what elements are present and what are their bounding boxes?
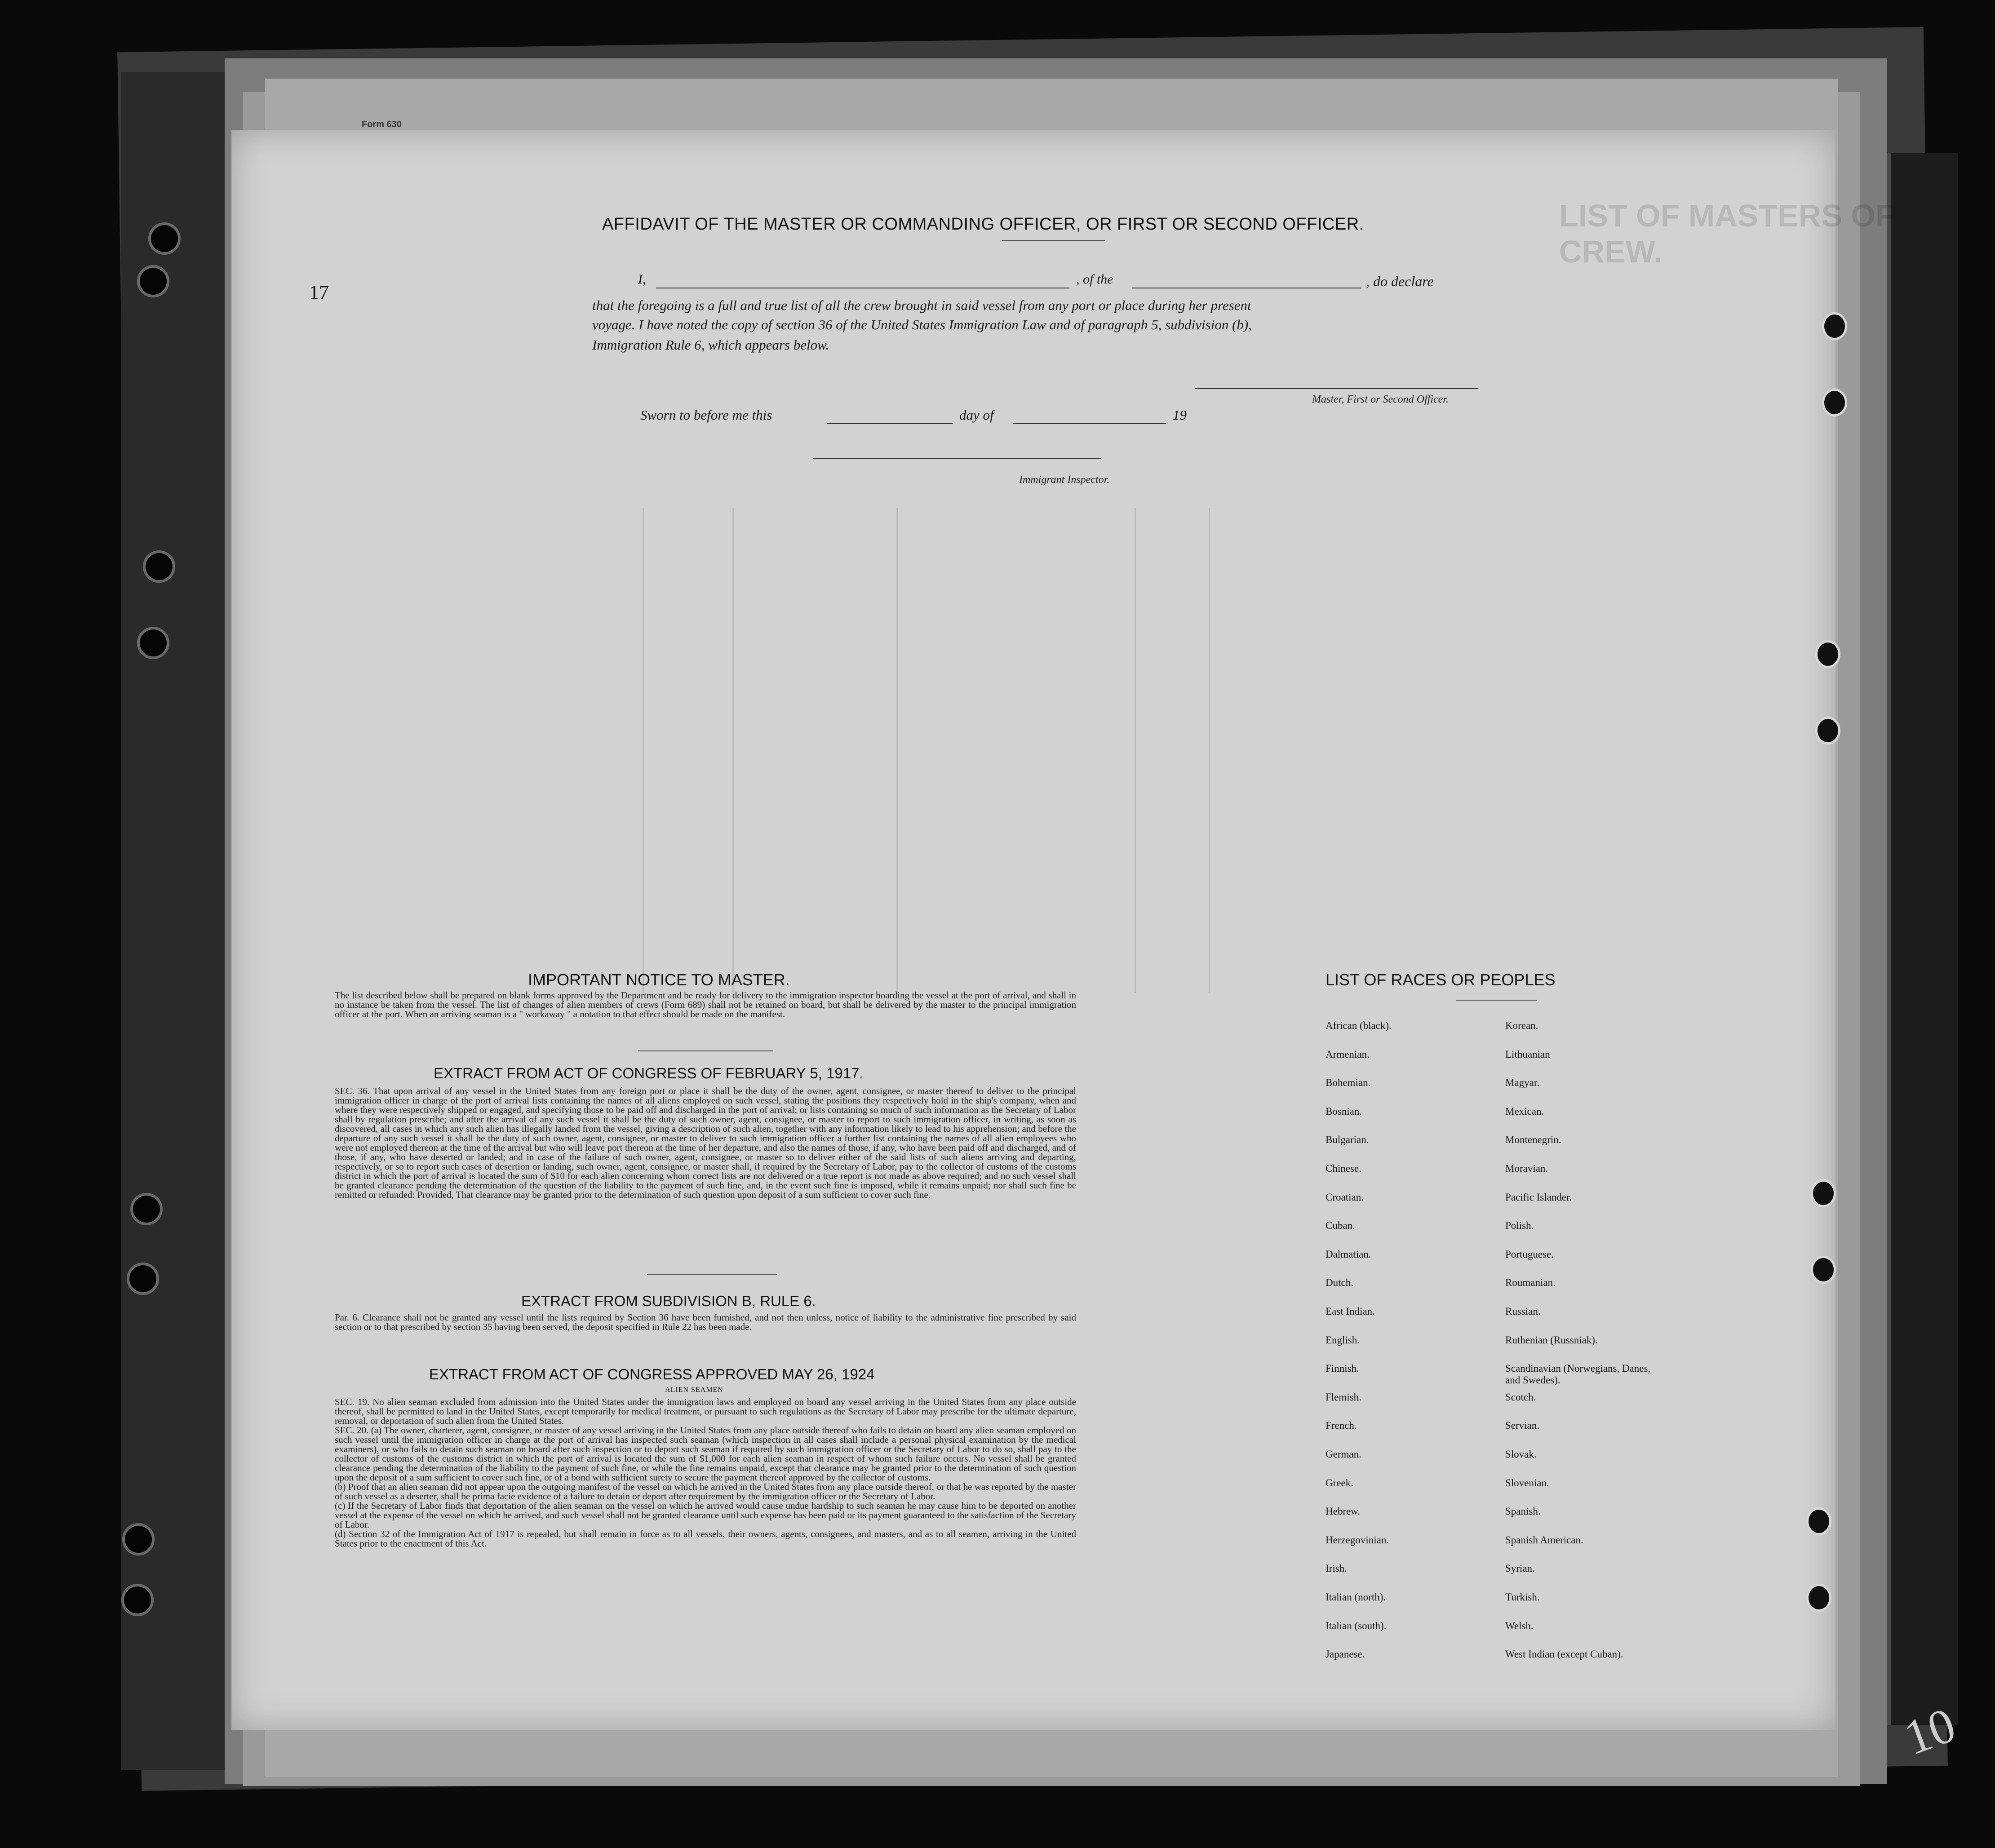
punch-hole bbox=[1806, 1584, 1831, 1612]
race-item: Croatian. bbox=[1326, 1191, 1364, 1203]
binder-hole bbox=[137, 627, 169, 659]
punch-hole bbox=[1806, 1507, 1831, 1535]
section-20b-text: (b) Proof that an alien seaman did not appear upon the outgoing manifest of the vessel on which he arrived in the United States from any place outside thereof, or that he was reported by the master of such vessel as a deserter, shall be prima facie evidence of a failure to detain or deport after requirement by the immigration officer or the Secretary of Labor. bbox=[335, 1481, 1076, 1502]
inspector-signature-line bbox=[813, 458, 1101, 459]
race-item: Korean. bbox=[1505, 1020, 1538, 1031]
race-item: Spanish. bbox=[1505, 1506, 1541, 1517]
race-item: Bulgarian. bbox=[1326, 1134, 1369, 1146]
affidavit-text-line: voyage. I have noted the copy of section 36 of the United States Immigration Law and of paragraph 5, subdivision (b), bbox=[592, 317, 1252, 332]
race-item: Irish. bbox=[1326, 1563, 1347, 1574]
ghost-text: LIST OF MASTERS OF CREW. bbox=[1559, 198, 1895, 269]
extract-1924-title: EXTRACT FROM ACT OF CONGRESS APPROVED MAY 26, 1924 bbox=[429, 1366, 875, 1383]
sworn-label: Sworn to before me this bbox=[640, 407, 772, 423]
race-item: Cuban. bbox=[1326, 1220, 1355, 1232]
race-item: Syrian. bbox=[1505, 1563, 1535, 1574]
race-item: Bosnian. bbox=[1326, 1105, 1362, 1117]
binder-hole bbox=[137, 265, 169, 297]
form-number: Form 630 bbox=[362, 120, 402, 129]
ghost-column-line bbox=[732, 508, 734, 993]
affidavit-text-line: Immigration Rule 6, which appears below. bbox=[592, 337, 829, 353]
race-item: Italian (north). bbox=[1326, 1591, 1386, 1603]
race-item: English. bbox=[1326, 1334, 1360, 1346]
divider bbox=[638, 1050, 773, 1051]
binder-hole bbox=[122, 1523, 155, 1556]
affidavit-title: AFFIDAVIT OF THE MASTER OR COMMANDING OFFICER, OR FIRST OR SECOND OFFICER. bbox=[602, 215, 1364, 234]
race-item: Portuguese. bbox=[1505, 1248, 1554, 1260]
extract-1917-title: EXTRACT FROM ACT OF CONGRESS OF FEBRUARY 5, 1917. bbox=[434, 1065, 864, 1081]
sworn-month-blank bbox=[1013, 423, 1166, 424]
race-item: Slovak. bbox=[1505, 1449, 1537, 1460]
inspector-label: Immigrant Inspector. bbox=[1019, 474, 1110, 486]
act-1924-text bbox=[335, 1397, 1076, 1548]
binder-hole bbox=[148, 222, 181, 255]
year-label: 19 bbox=[1173, 407, 1187, 423]
race-item: Mexican. bbox=[1505, 1105, 1544, 1117]
race-item: West Indian (except Cuban). bbox=[1505, 1649, 1623, 1660]
race-item: Dalmatian. bbox=[1326, 1248, 1371, 1260]
punch-hole bbox=[1811, 1256, 1836, 1284]
punch-hole bbox=[1811, 1179, 1836, 1207]
punch-hole bbox=[1822, 312, 1847, 340]
race-item: Flemish. bbox=[1326, 1391, 1361, 1403]
section-20c-text: (c) If the Secretary of Labor finds that deportation of the alien seaman on the vessel on which he arrived would cause undue hardship to such seaman he may cause him to be deported on another vessel at the expense of the vessel on which he arrived, and such vessel shall not be granted clearance until such expense has been paid or its payment guaranteed to the satisfaction of the Secretary of Labor. bbox=[335, 1500, 1076, 1530]
divider bbox=[647, 1274, 777, 1275]
race-item: German. bbox=[1326, 1449, 1361, 1460]
ghost-column-line bbox=[643, 508, 644, 993]
race-item: African (black). bbox=[1326, 1020, 1392, 1031]
affidavit-text-line: that the foregoing is a full and true list of all the crew brought in said vessel from any port or place during her present bbox=[592, 297, 1251, 313]
binder-hole bbox=[121, 1584, 154, 1616]
race-item: Roumanian. bbox=[1505, 1277, 1556, 1289]
race-item: Servian. bbox=[1505, 1420, 1540, 1431]
alien-seamen-subtitle: ALIEN SEAMEN bbox=[665, 1386, 723, 1394]
race-item: Lithuanian bbox=[1505, 1048, 1550, 1060]
notice-title: IMPORTANT NOTICE TO MASTER. bbox=[528, 971, 790, 989]
sworn-day-blank bbox=[827, 423, 953, 424]
races-list-title: LIST OF RACES OR PEOPLES bbox=[1326, 971, 1556, 989]
race-item: Slovenian. bbox=[1505, 1477, 1549, 1489]
binder-hole bbox=[130, 1193, 163, 1225]
race-item: French. bbox=[1326, 1420, 1357, 1431]
race-item: Polish. bbox=[1505, 1220, 1534, 1232]
affidavit-of-the: , of the bbox=[1076, 272, 1113, 287]
paragraph-6-text: Par. 6. Clearance shall not be granted any vessel until the lists required by Section 36 have been furnished, and not then unless, notice of liability to the administrative fine prescribed by said section or to that prescribed by section 35 having been served, the deposit specified in Rule 22 has been made. bbox=[335, 1312, 1076, 1332]
section-36-text: SEC. 36. That upon arrival of any vessel in the United States from any foreign port or place it shall be the duty of the owner, agent, consignee, or master thereof to deliver to the principal immigration officer in charge of the port of arrival lists containing the names of all aliens employed on such vessel, stating the positions they respectively hold in the ship's company, when and where they were respectively shipped or engaged, and specifying those to be paid off and discharged in the port of arrival; or lists containing so much of such information as the Secretary of Labor shall by regulation prescribe; and after the arrival of any such vessel it shall be the duty of such owner, agent, consignee, or master to report to such immigration officer, in writing, as soon as discovered, all cases in which any such alien has illegally landed from the vessel, giving a description of such alien, together with any information likely to lead to his apprehension; and before the departure of any such vessel it shall be the duty of such owner, agent, consignee, or master to deliver to such immigration officer a further list containing the names of all alien employees who were not employed thereon at the time of the arrival but who will leave port thereon at the time of her departure, and also the names of those, if any, who have been paid off and discharged, and of those, if any, who have deserted or landed; and in case of the failure of such owner, agent, consignee, or master so to deliver either of the said lists of such aliens arriving and departing, respectively, or so to report such cases of desertion or landing, such owner, agent, consignee, or master shall, if required by the Secretary of Labor, pay to the collector of customs of the customs district in which the port of arrival is located the sum of $10 for each alien concerning whom correct lists are not delivered or a true report is not made as above required; and no such vessel shall be granted clearance pending the determination of the question of the liability to the payment of such fine, and, in the event such fine is imposed, while it remains unpaid; nor shall such fine be remitted or refunded: Provided, That clearance may be granted prior to the determination of such question upon deposit of a sum sufficient to cover such fine. bbox=[335, 1086, 1076, 1200]
ghost-column-line bbox=[896, 508, 898, 993]
affidavit-i: I, bbox=[638, 272, 646, 287]
ghost-column-line bbox=[1135, 508, 1136, 993]
race-item: Italian (south). bbox=[1326, 1620, 1387, 1631]
race-item: Turkish. bbox=[1505, 1591, 1540, 1603]
affidavit-do-declare: , do declare bbox=[1366, 273, 1434, 289]
notice-body: The list described below shall be prepared on blank forms approved by the Department and be ready for delivery to the immigration inspector boarding the vessel at the port of arrival, and shall in no instance be taken from the vessel. The list of changes of alien members of crews (Form 689) shall not be retained on board, but shall be delivered by the master to the principal immigration officer at the port. When an arriving seaman is a " workaway " a notation to that effect should be made on the manifest. bbox=[335, 990, 1076, 1019]
race-item: Magyar. bbox=[1505, 1077, 1540, 1089]
race-item: East Indian. bbox=[1326, 1306, 1375, 1317]
race-item: Chinese. bbox=[1326, 1163, 1361, 1174]
race-item: Spanish American. bbox=[1505, 1534, 1583, 1546]
section-20a-text: SEC. 20. (a) The owner, charterer, agent, consignee, or master of any vessel arriving in the United States from any place outside thereof who fails to detain on board any alien seaman employed on such vessel until the immigration officer in charge at the port of arrival has inspected such seaman (which inspection in all cases shall include a personal physical examination by the medical examiners), or who fails to detain such seaman on board after such inspection or to deport such seaman if required by such immigration officer or the Secretary of Labor to do so, shall pay to the collector of customs of the customs district in which the port of arrival is located the sum of $1,000 for each alien seaman in respect of whom such failure occurs. No vessel shall be granted clearance pending the determination of the liability to the payment of such fine, or while the fine remains unpaid, except that clearance may be granted prior to the determination of such question upon the deposit of a sum sufficient to cover such fine, or of a bond with sufficient surety to secure the payment thereof approved by the collector of customs. bbox=[335, 1425, 1076, 1483]
section-20d-text: (d) Section 32 of the Immigration Act of 1917 is repealed, but shall remain in force as to all vessels, their owners, agents, consignees, and masters, and as to all seamen, arriving in the United States prior to the enactment of this Act. bbox=[335, 1529, 1076, 1549]
race-item: Scandinavian (Norwegians, Danes, and Swedes). bbox=[1505, 1363, 1651, 1386]
race-item: Scotch. bbox=[1505, 1391, 1536, 1403]
ghost-column-line bbox=[1209, 508, 1210, 993]
binder-spine bbox=[121, 72, 241, 1770]
race-item: Armenian. bbox=[1326, 1048, 1370, 1060]
race-item: Herzegovinian. bbox=[1326, 1534, 1389, 1546]
divider bbox=[1456, 1000, 1537, 1001]
race-item: Ruthenian (Russniak). bbox=[1505, 1334, 1598, 1346]
extract-rule-6-title: EXTRACT FROM SUBDIVISION B, RULE 6. bbox=[521, 1293, 816, 1309]
race-item: Dutch. bbox=[1326, 1277, 1353, 1289]
race-item: Japanese. bbox=[1326, 1649, 1365, 1660]
race-item: Welsh. bbox=[1505, 1620, 1534, 1631]
binder-hole bbox=[143, 550, 175, 583]
race-item: Pacific Islander. bbox=[1505, 1191, 1572, 1203]
race-item: Finnish. bbox=[1326, 1363, 1359, 1374]
race-item: Hebrew. bbox=[1326, 1506, 1361, 1517]
race-item: Greek. bbox=[1326, 1477, 1353, 1489]
signature-line bbox=[1195, 388, 1478, 389]
race-item: Bohemian. bbox=[1326, 1077, 1371, 1089]
master-signature-label: Master, First or Second Officer. bbox=[1312, 394, 1449, 405]
race-item: Montenegrin. bbox=[1505, 1134, 1561, 1146]
day-of-label: day of bbox=[959, 407, 994, 423]
handwritten-number: 10 bbox=[1897, 1697, 1963, 1766]
binder-hole bbox=[127, 1263, 159, 1295]
margin-note: 17 bbox=[309, 281, 329, 303]
punch-hole bbox=[1815, 717, 1840, 745]
binder-right-edge bbox=[1887, 153, 1958, 1725]
race-item: Moravian. bbox=[1505, 1163, 1548, 1174]
section-19-text: SEC. 19. No alien seaman excluded from admission into the United States under the immigration laws and employed on board any vessel arriving in the United States from any place outside thereof, shall be permitted to land in the United States, except temporarily for medical treatment, or pursuant to such regulations as the Secretary of Labor may prescribe for the ultimate departure, removal, or deportation of such alien from the United States. bbox=[335, 1396, 1076, 1426]
punch-hole bbox=[1815, 640, 1840, 668]
title-underline bbox=[1002, 240, 1105, 241]
race-item: Russian. bbox=[1505, 1306, 1541, 1317]
punch-hole bbox=[1822, 389, 1847, 417]
